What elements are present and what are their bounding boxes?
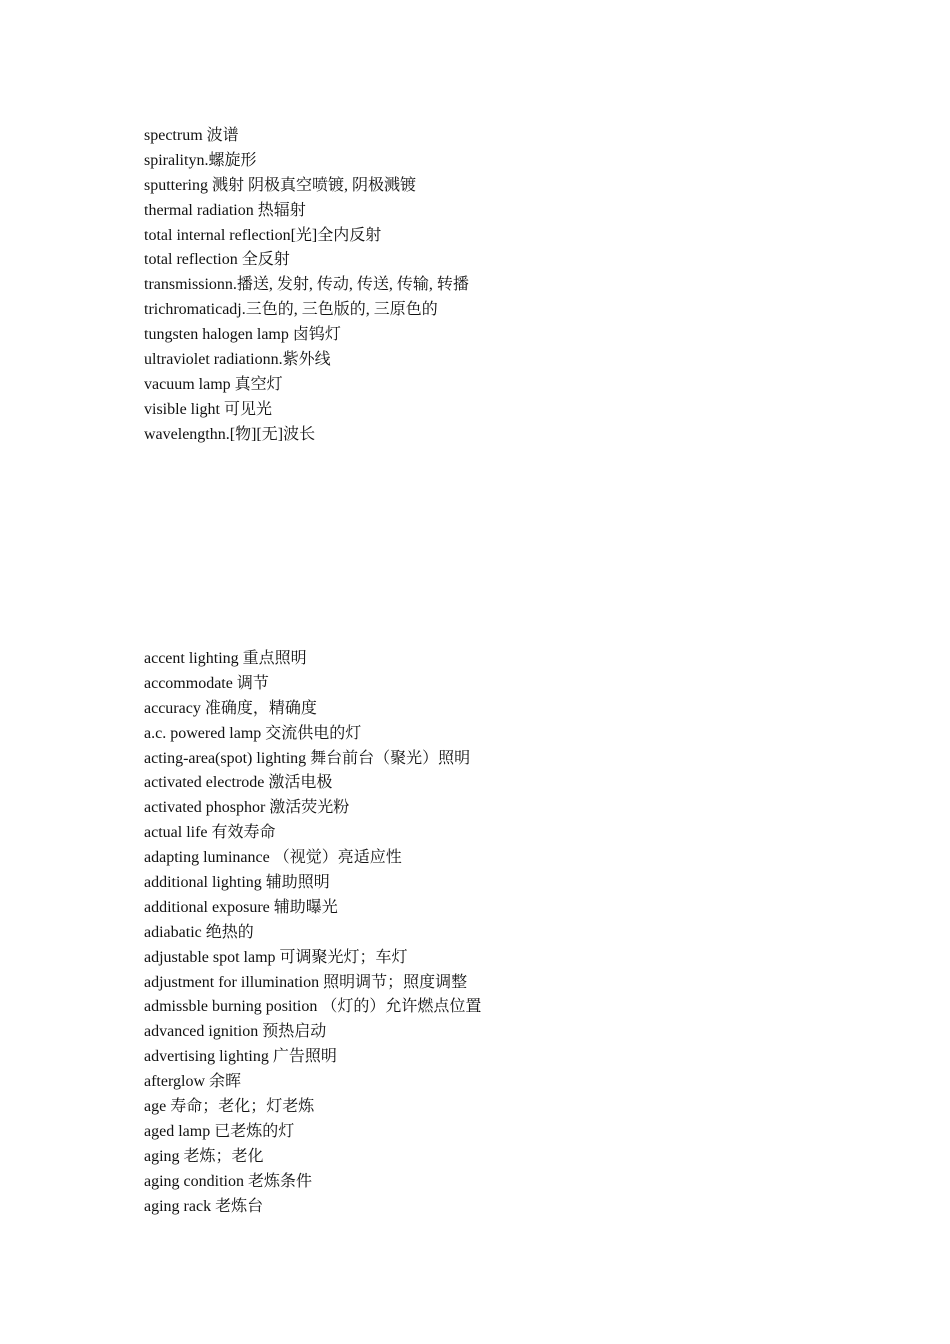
- glossary-entry: advanced ignition 预热启动: [144, 1023, 327, 1041]
- glossary-entry: adiabatic 绝热的: [144, 923, 254, 941]
- glossary-entry: thermal radiation 热辐射: [144, 201, 306, 219]
- glossary-entry: acting-area(spot) lighting 舞台前台（聚光）照明: [144, 749, 471, 767]
- glossary-entry: accent lighting 重点照明: [144, 650, 307, 667]
- glossary-entry: additional lighting 辅助照明: [144, 874, 330, 892]
- glossary-entry: additional exposure 辅助曝光: [144, 898, 338, 916]
- glossary-entry: aging rack 老炼台: [144, 1197, 264, 1215]
- glossary-entry: advertising lighting 广告照明: [144, 1048, 337, 1066]
- glossary-entry: adapting luminance （视觉）亮适应性: [144, 849, 402, 867]
- glossary-entry: adjustable spot lamp 可调聚光灯；车灯: [144, 948, 408, 966]
- glossary-entry: ultraviolet radiationn.紫外线: [144, 351, 331, 369]
- glossary-entry: activated phosphor 激活荧光粉: [144, 799, 350, 817]
- glossary-entry: age 寿命；老化；灯老炼: [144, 1098, 315, 1116]
- glossary-entry: accommodate 调节: [144, 674, 269, 692]
- glossary-entry: transmissionn.播送, 发射, 传动, 传送, 传输, 转播: [144, 276, 469, 294]
- glossary-entry: aging 老炼；老化: [144, 1147, 264, 1165]
- glossary-entry: spiralityn.螺旋形: [144, 151, 257, 169]
- glossary-entry: actual life 有效寿命: [144, 824, 276, 842]
- glossary-section-2: [144, 647, 481, 1219]
- glossary-entry: activated electrode 激活电极: [144, 774, 333, 792]
- glossary-entry: admissble burning position （灯的）允许燃点位置: [144, 998, 482, 1016]
- glossary-entry: accuracy 准确度，精确度: [144, 699, 317, 717]
- glossary-entry: sputtering 溅射 阴极真空喷镀, 阴极溅镀: [144, 176, 416, 194]
- glossary-entry: vacuum lamp 真空灯: [144, 375, 283, 393]
- glossary-entry: spectrum 波谱: [144, 127, 239, 144]
- glossary-entry: afterglow 余晖: [144, 1073, 242, 1091]
- glossary-entry: visible light 可见光: [144, 400, 273, 418]
- glossary-entry: wavelengthn.[物][无]波长: [144, 425, 316, 443]
- glossary-entry: tungsten halogen lamp 卤钨灯: [144, 326, 341, 344]
- glossary-entry: total internal reflection[光]全内反射: [144, 226, 382, 244]
- glossary-entry: trichromaticadj.三色的, 三色版的, 三原色的: [144, 301, 438, 319]
- glossary-entry: aged lamp 已老炼的灯: [144, 1122, 295, 1140]
- glossary-entry: aging condition 老炼条件: [144, 1172, 312, 1190]
- glossary-entry: total reflection 全反射: [144, 251, 290, 269]
- glossary-entry: adjustment for illumination 照明调节；照度调整: [144, 973, 468, 991]
- glossary-entry: a.c. powered lamp 交流供电的灯: [144, 724, 362, 742]
- glossary-section-1: [144, 124, 469, 448]
